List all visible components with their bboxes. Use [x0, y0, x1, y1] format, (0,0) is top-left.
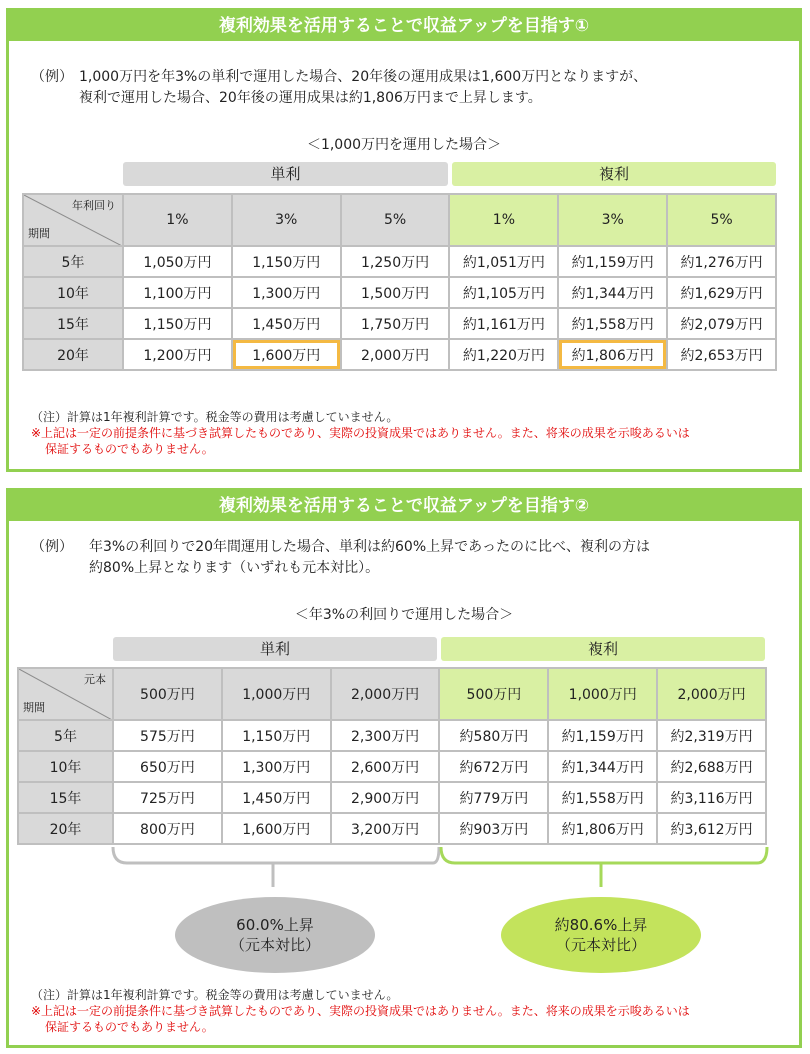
table-cell: 約1,558万円: [548, 782, 657, 813]
table-row: [23, 308, 776, 339]
table-cell: 約672万円: [439, 751, 548, 782]
note-disclaimer: ※上記は一定の前提条件に基づき試算したものであり、実際の投資成果ではありません。また、将来の成果を示唆あるいは: [31, 426, 690, 440]
table-cell: 約580万円: [439, 720, 548, 751]
column-header: 5%: [667, 194, 776, 246]
example-line-2: 約80%上昇となります（いずれも元本対比）。: [89, 560, 380, 576]
table-row: [23, 277, 776, 308]
panel-2: [6, 488, 802, 1048]
table-cell: 約1,806万円: [548, 813, 657, 844]
table-cell: 約1,105万円: [449, 277, 558, 308]
bracket-compound: [441, 847, 767, 863]
table-cell: 3,200万円: [331, 813, 440, 844]
column-header: 1%: [123, 194, 232, 246]
corner-label-period: 期間: [28, 227, 50, 240]
table-cell: 約1,276万円: [667, 246, 776, 277]
bracket-simple: [113, 847, 439, 863]
table-cell: 約3,612万円: [657, 813, 766, 844]
table-cell: 約1,159万円: [558, 246, 667, 277]
row-period: 5年: [23, 246, 123, 277]
corner-label-principal: 元本: [84, 673, 106, 686]
table-cell: 1,300万円: [232, 277, 341, 308]
group-compound-label: 複利: [452, 162, 776, 186]
example-prefix: （例）: [31, 539, 73, 555]
example-prefix: （例）: [31, 69, 73, 85]
table-cell: 2,000万円: [341, 339, 450, 370]
table-cell: 1,250万円: [341, 246, 450, 277]
table-cell: 約2,319万円: [657, 720, 766, 751]
table-cell: 1,100万円: [123, 277, 232, 308]
column-header: 1%: [449, 194, 558, 246]
table-row: [18, 813, 766, 844]
column-header: 500万円: [439, 668, 548, 720]
table-cell: 2,900万円: [331, 782, 440, 813]
note-calculation: （注）計算は1年複利計算です。税金等の費用は考慮していません。: [31, 988, 399, 1002]
highlighted-cell: 約1,806万円: [558, 339, 667, 370]
table-1: [22, 193, 777, 371]
table-cell: 約1,558万円: [558, 308, 667, 339]
row-period: 15年: [23, 308, 123, 339]
table-cell: 約1,161万円: [449, 308, 558, 339]
table-cell: 約1,344万円: [558, 277, 667, 308]
table-cell: 2,600万円: [331, 751, 440, 782]
column-header: 2,000万円: [331, 668, 440, 720]
table-cell: 約1,220万円: [449, 339, 558, 370]
table-cell: 約1,344万円: [548, 751, 657, 782]
table-cell: 約903万円: [439, 813, 548, 844]
brackets: [9, 843, 799, 903]
example-line-1: 年3%の利回りで20年間運用した場合、単利は約60%上昇であったのに比べ、複利の方は: [89, 539, 650, 555]
group-simple-label: 単利: [113, 637, 437, 661]
table-cell: 約3,116万円: [657, 782, 766, 813]
table-row: [18, 751, 766, 782]
note-disclaimer-cont: 保証するものでもありません。: [45, 1020, 214, 1034]
corner-label-period: 期間: [23, 701, 45, 714]
table-row: [23, 246, 776, 277]
panel-1-title: 複利効果を活用することで収益アップを目指す①: [9, 11, 799, 41]
column-header: 3%: [558, 194, 667, 246]
oval-simple-result: [175, 897, 375, 973]
table-2: [17, 667, 767, 845]
panel-2-example: [31, 537, 791, 581]
table-row: [18, 782, 766, 813]
table-cell: 725万円: [113, 782, 222, 813]
table-cell: 約2,688万円: [657, 751, 766, 782]
oval-compound-line-1: 約80.6%上昇: [554, 916, 648, 934]
table-cell: 1,750万円: [341, 308, 450, 339]
table-cell: 1,150万円: [222, 720, 331, 751]
table-cell: 約2,653万円: [667, 339, 776, 370]
table-cell: 800万円: [113, 813, 222, 844]
highlighted-cell: 1,600万円: [232, 339, 341, 370]
table-cell: 1,600万円: [222, 813, 331, 844]
note-disclaimer: ※上記は一定の前提条件に基づき試算したものであり、実際の投資成果ではありません。また、将来の成果を示唆あるいは: [31, 1004, 690, 1018]
table-cell: 1,200万円: [123, 339, 232, 370]
note-disclaimer-cont: 保証するものでもありません。: [45, 442, 214, 456]
row-period: 15年: [18, 782, 113, 813]
table-cell: 約2,079万円: [667, 308, 776, 339]
table-1-caption: ＜1,000万円を運用した場合＞: [306, 137, 502, 153]
row-period: 5年: [18, 720, 113, 751]
table-cell: 1,450万円: [232, 308, 341, 339]
table-cell: 1,150万円: [123, 308, 232, 339]
panel-2-notes: [31, 987, 791, 1035]
column-header: 500万円: [113, 668, 222, 720]
panel-1-example: [31, 67, 791, 111]
oval-simple-line-1: 60.0%上昇: [236, 916, 314, 934]
oval-compound-result: [501, 897, 701, 973]
table-cell: 約1,629万円: [667, 277, 776, 308]
column-header: 1,000万円: [222, 668, 331, 720]
table-row: [23, 339, 776, 370]
table-cell: 約1,051万円: [449, 246, 558, 277]
column-header: 1,000万円: [548, 668, 657, 720]
example-line-1: 1,000万円を年3%の単利で運用した場合、20年後の運用成果は1,600万円となりますが、: [79, 69, 648, 85]
group-compound-label: 複利: [441, 637, 765, 661]
row-period: 20年: [18, 813, 113, 844]
table-cell: 約1,159万円: [548, 720, 657, 751]
table-cell: 575万円: [113, 720, 222, 751]
table-cell: 1,450万円: [222, 782, 331, 813]
table-cell: 1,500万円: [341, 277, 450, 308]
group-simple-label: 単利: [123, 162, 448, 186]
row-period: 10年: [18, 751, 113, 782]
column-header: 3%: [232, 194, 341, 246]
column-header: 5%: [341, 194, 450, 246]
panel-1: [6, 8, 802, 472]
oval-compound-line-2: （元本対比）: [555, 936, 646, 954]
table-corner: [18, 668, 113, 720]
table-row: [18, 720, 766, 751]
row-period: 10年: [23, 277, 123, 308]
table-cell: 1,150万円: [232, 246, 341, 277]
note-calculation: （注）計算は1年複利計算です。税金等の費用は考慮していません。: [31, 410, 399, 424]
panel-1-notes: [31, 409, 791, 457]
oval-simple-line-2: （元本対比）: [229, 936, 320, 954]
table-cell: 2,300万円: [331, 720, 440, 751]
table-cell: 1,050万円: [123, 246, 232, 277]
example-line-2: 複利で運用した場合、20年後の運用成果は約1,806万円まで上昇します。: [79, 90, 542, 106]
table-2-caption: ＜年3%の利回りで運用した場合＞: [294, 607, 514, 623]
table-cell: 約779万円: [439, 782, 548, 813]
column-header: 2,000万円: [657, 668, 766, 720]
table-cell: 650万円: [113, 751, 222, 782]
row-period: 20年: [23, 339, 123, 370]
panel-2-title: 複利効果を活用することで収益アップを目指す②: [9, 491, 799, 521]
table-corner: [23, 194, 123, 246]
table-cell: 1,300万円: [222, 751, 331, 782]
corner-label-rate: 年利回り: [72, 199, 116, 212]
